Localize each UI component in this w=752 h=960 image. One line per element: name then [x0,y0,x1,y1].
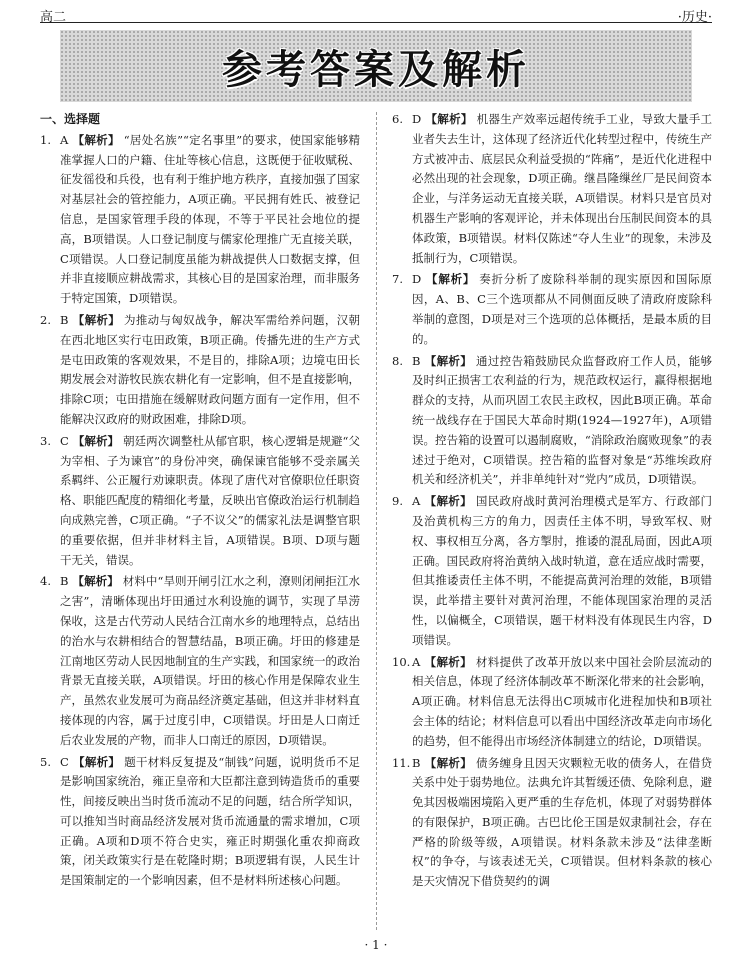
item-text: 机器生产效率远超传统手工业，导致大量手工业者失去生计，这体现了经济近代化转型过程中，传统生产方式被冲击、底层民众利益受损的“阵痛”，是近代化进程中必然出现的社会现象，D项正确。继昌隆缫丝厂是民间资本企业，与洋务运动无直接关联，A项错误。材料只是官员对机器生产影响的客观评论，并未体现出台压制民间资本的具体政策，B项错误。材料仅陈述“夺人生业”的现象，未涉及抵制行为，C项错误。 [412,112,713,265]
answer-item [40,311,360,430]
item-number: 9. [392,494,403,509]
item-number: 2. [40,312,51,327]
item-number: 10. [392,654,411,669]
answer-item [40,753,360,892]
grade-label: 高二 [40,10,67,25]
item-number: 5. [40,754,51,769]
item-answer: D [412,112,422,126]
analysis-tag: 【解析】 [72,754,121,769]
item-number: 8. [392,353,403,368]
answer-item [392,352,712,491]
item-answer: B [412,353,421,368]
analysis-tag: 【解析】 [72,574,119,589]
item-answer: A [412,654,421,669]
subject-label: ·历史· [677,10,712,25]
item-answer: B [60,574,69,589]
answer-item [392,492,712,650]
item-text: 奏折分析了废除科举制的现实原因和国际原因，A、B、C三个选项都从不同侧面反映了清政府废除科举制的意图，D项是对三个选项的总体概括，是最本质的目的。 [412,272,713,346]
left-column [40,110,360,893]
item-text: 题干材料反复提及“制钱”问题，说明货币不足是影响国家统治，雍正皇帝和大臣都注意到铸造货币的重要性，间接反映出当时货币流动不足的问题，结合所学知识，可以推知当时商品经济发展对货币流通量的需求增加，C项正确。A项和D项不符合史实，雍正时期强化重农抑商政策，闭关政策实行是在乾隆时期；B项逻辑有误，人民生计是国策制定的一个影响因素，但不是材料所述核心问题。 [60,754,360,888]
analysis-tag: 【解析】 [72,433,120,448]
answer-item [40,432,360,571]
analysis-tag: 【解析】 [424,654,472,669]
answer-item [392,754,712,893]
item-text: 材料中“旱则开闸引江水之利，潦则闭闸拒江水之害”，清晰体现出圩田通过水利设施的调节，实现了旱涝保收，这是古代劳动人民结合江南水乡的地理特点，总结出的治水与农耕相结合的智慧结晶，B项正确。圩田的修建是江南地区劳动人民因地制宜的生产实践，和国家统一的政治背景无直接关联，A项错误。圩田的核心作用是保障农业生产，虽然农业发展可为商品经济奠定基础，但这并非材料直接体现的内容，属于过度引申，C项错误。圩田是人口南迁后农业发展的产物，而非人口南迁的原因，D项错误。 [60,574,360,747]
item-body [412,653,712,752]
item-body [412,352,712,491]
item-number: 7. [392,272,403,287]
item-body [412,492,712,650]
item-text: 国民政府战时黄河治理模式是军方、行政部门及治黄机构三方的角力，因责任主体不明，导致军权、财权、事权相互分离，各方掣肘，推诿的混乱局面，因此A项正确。国民政府将治黄纳入战时轨道，意在适应战时需要，但其推诿责任主体不明，不能提高黄河治理的效能，B项错误，此举措主要针对黄河治理，不能体现国家治理的灵活性，以偏概全，C项错误，题干材料没有体现民生内容，D项错误。 [412,494,713,647]
item-answer: B [412,755,421,770]
section-title: 一、选择题 [40,112,101,126]
analysis-tag: 【解析】 [424,353,473,368]
answer-item [392,110,712,268]
item-body [412,270,712,349]
item-body [60,131,360,309]
item-body [60,753,360,892]
item-number: 1. [40,132,51,147]
page-number: · 1 · [364,938,388,952]
analysis-tag: 【解析】 [424,755,473,770]
title-banner [60,30,692,102]
item-text: 通过控告箱鼓励民众监督政府工作人员，能够及时纠正损害工农利益的行为，规范政权运行，赢得根据地群众的支持，从而巩固工农民主政权，因此B项正确。革命统一战线存在于国民大革命时期(1924—1927年)，A项错误。控告箱的设置可以遏制腐败，“消除政治腐败现象”的表述过于绝对，C项错误。控告箱的监督对象是“苏维埃政府机关和经济机关”，并非单纯针对“党内”成员，D项错误。 [412,353,713,487]
item-body [60,311,360,430]
analysis-tag: 【解析】 [72,312,121,327]
item-answer: B [60,312,69,327]
page-header [40,6,712,23]
item-number: 6. [392,112,403,126]
item-answer: C [60,754,69,769]
analysis-tag: 【解析】 [424,494,472,509]
item-answer: D [412,272,422,287]
page-title: 参考答案及解析 [222,46,530,93]
item-answer: C [60,433,69,448]
analysis-tag: 【解析】 [425,112,473,126]
item-answer: A [412,494,421,509]
answer-item [392,270,712,349]
item-text: 为推动与匈奴战争，解决军需给养问题，汉朝在西北地区实行屯田政策，B项正确。传播先进的生产方式是屯田政策的客观效果，不是目的，排除A项；边境屯田长期发展会对游牧民族农耕化有一定影响，但不是直接影响，排除C项；屯田措施在缓解财政问题方面有一定作用，但不能解决汉政府的财政困难，排除D项。 [60,312,361,426]
item-number: 11. [392,755,411,770]
analysis-tag: 【解析】 [72,132,120,147]
item-body [60,572,360,750]
column-divider [376,112,377,930]
item-number: 4. [40,574,51,589]
item-text: 朝廷两次调整杜从郁官职，核心逻辑是规避“父为宰相、子为谏官”的身份冲突，确保谏官能够不受亲属关系羁绊、公正履行劝谏职责。体现了唐代对官僚职位任职资格、职能匹配度的精细化考量，反映出官僚政治运行机制趋向成熟完善，C项正确。“子不议父”的儒家礼法是调整官职的重要依据，但并非材料主旨，A项错误。B项、D项与题干无关，错误。 [60,433,360,567]
analysis-tag: 【解析】 [425,272,476,287]
item-body [60,432,360,571]
answer-item [40,131,360,309]
item-body [412,754,712,893]
answer-item [392,653,712,752]
right-column [392,110,712,894]
item-text: 材料提供了改革开放以来中国社会阶层流动的相关信息，体现了经济体制改革不断深化带来的社会影响，A项正确。材料信息无法得出C项城市化进程加快和B项社会主体的结论；材料信息可以看出中国经济改革走向市场化的趋势，但不能得出市场经济体制建立的结论，D项错误。 [412,654,713,748]
item-number: 3. [40,433,51,448]
item-body [412,110,712,268]
item-text: “居处名族”“定名事里”的要求，使国家能够精准掌握人口的户籍、住址等核心信息，这既便于征收赋税、征发徭役和兵役，也有利于维护地方秩序，直接加强了国家对基层社会的管控能力，A项正确。平民拥有姓氏、被登记信息，是国家管理手段的体现，不等于平民社会地位的提高，B项错误。人口登记制度与儒家伦理推广无直接关联，C项错误。人口登记制度虽能为耕战提供人口数据支撑，但并非直接顺应耕战需求，其核心目的是国家治理，而非服务于特定国策，D项错误。 [60,132,361,306]
item-text: 债务缠身且因天灾颗粒无收的债务人，在借贷关系中处于弱势地位。法典允许其暂缓还债、免除利息，避免其因极端困境陷入更严重的生存危机，体现了对弱势群体的有限保护，B项正确。古巴比伦王国是奴隶制社会，存在严格的阶级等级，A项错误。材料条款未涉及“法律垄断权”的争夺，与该表述无关，C项错误。但材料条款的核心是天灾情况下借贷契约的调 [412,755,713,889]
answer-item [40,572,360,750]
item-answer: A [60,132,69,147]
